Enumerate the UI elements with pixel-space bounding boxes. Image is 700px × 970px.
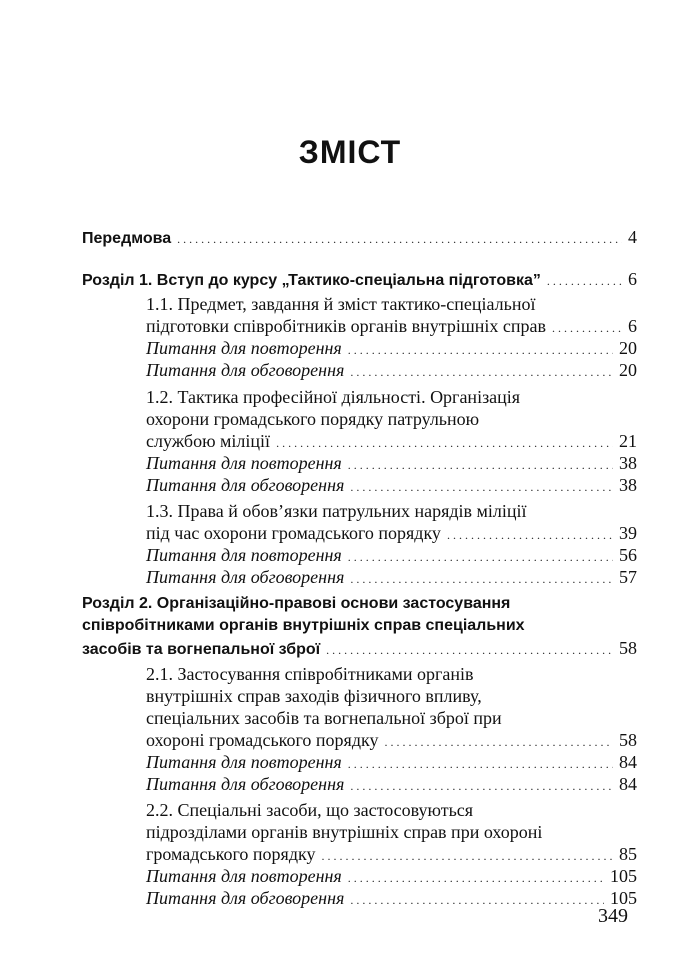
toc-entry-1-2-review[interactable] (146, 452, 637, 476)
leader-dots (326, 637, 613, 661)
toc-entry-2-2-review[interactable] (146, 865, 637, 889)
toc-entry-2-2[interactable] (146, 843, 637, 867)
toc-page-number: 58 (619, 730, 637, 750)
toc-entry-label: службою міліції (146, 431, 271, 451)
leader-dots (350, 566, 613, 590)
leader-dots (348, 865, 604, 889)
toc-entry-2-1-review[interactable] (146, 751, 637, 775)
toc-entry-label: громадського порядку (146, 844, 316, 864)
toc-entry-label: підготовки співробітників органів внутрішніх справ (146, 316, 546, 336)
leader-dots (350, 474, 613, 498)
leader-dots (384, 729, 613, 753)
toc-entry-label: Питання для обговорення (146, 888, 345, 908)
toc-entry-2-1-line2: внутрішніх справ заходів фізичного впливу, (146, 686, 482, 706)
toc-entry-1-3-review[interactable] (146, 544, 637, 568)
toc-entry-1-1-review[interactable] (146, 337, 637, 361)
leader-dots (447, 522, 613, 546)
leader-dots (348, 452, 613, 476)
toc-entry-label: Питання для обговорення (146, 774, 345, 794)
toc-page-number: 6 (628, 316, 637, 336)
toc-entry-2-2-line2: підрозділами органів внутрішніх справ при охороні (146, 822, 543, 842)
toc-entry-label: Питання для обговорення (146, 567, 345, 587)
toc-entry-2-2-discussion[interactable] (146, 887, 637, 911)
leader-dots (350, 359, 613, 383)
page-title: ЗМІСТ (298, 134, 402, 170)
toc-section-2-heading-line2: співробітниками органів внутрішніх справ спеціальних (82, 617, 525, 634)
leader-dots (547, 268, 622, 292)
toc-entry-label: Передмова (82, 230, 172, 247)
toc-entry-1-2-line2: охорони громадського порядку патрульною (146, 409, 480, 429)
toc-entry-1-1[interactable] (146, 315, 637, 339)
toc-page-number: 85 (619, 844, 637, 864)
toc-section-2-heading[interactable] (82, 637, 637, 661)
toc-page-number: 56 (619, 545, 637, 565)
leader-dots (348, 751, 613, 775)
toc-entry-1-3-line1: 1.3. Права й обов’язки патрульних нарядів міліції (146, 501, 527, 521)
toc-page-number: 58 (619, 638, 637, 658)
toc-page-number: 38 (619, 453, 637, 473)
toc-entry-2-1-line1: 2.1. Застосування співробітниками органів (146, 664, 474, 684)
leader-dots (276, 430, 613, 454)
toc-entry-2-1-discussion[interactable] (146, 773, 637, 797)
leader-dots (321, 843, 613, 867)
toc-section-2-heading-line1: Розділ 2. Організаційно-правові основи застосування (82, 595, 511, 612)
toc-entry-1-3-discussion[interactable] (146, 566, 637, 590)
toc-entry-2-1[interactable] (146, 729, 637, 753)
leader-dots (552, 315, 622, 339)
leader-dots (348, 337, 613, 361)
toc-page-number: 20 (619, 360, 637, 380)
toc-entry-label: Питання для повторення (146, 752, 342, 772)
toc-page-number: 4 (628, 227, 637, 247)
toc-entry-2-2-line1: 2.2. Спеціальні засоби, що застосовуються (146, 800, 474, 820)
toc-entry-label: Питання для повторення (146, 453, 342, 473)
toc-page-number: 20 (619, 338, 637, 358)
toc-entry-1-3[interactable] (146, 522, 637, 546)
toc-entry-2-1-line3: спеціальних засобів та вогнепальної зброї при (146, 708, 502, 728)
toc-entry-label: Питання для повторення (146, 338, 342, 358)
toc-entry-label: під час охорони громадського порядку (146, 523, 441, 543)
toc-entry-1-2-discussion[interactable] (146, 474, 637, 498)
toc-page-number: 39 (619, 523, 637, 543)
toc-page-number: 105 (610, 888, 637, 908)
leader-dots (348, 544, 613, 568)
leader-dots (350, 887, 604, 911)
toc-entry-label: охороні громадського порядку (146, 730, 379, 750)
leader-dots (177, 226, 622, 250)
toc-page-number: 21 (619, 431, 637, 451)
toc-section-1-heading[interactable] (82, 268, 637, 292)
leader-dots (350, 773, 613, 797)
toc-entry-label: Питання для повторення (146, 545, 342, 565)
page-number: 349 (598, 905, 628, 927)
toc-entry-label: Питання для обговорення (146, 360, 345, 380)
toc-entry-1-2[interactable] (146, 430, 637, 454)
toc-entry-label: засобів та вогнепальної зброї (82, 641, 321, 658)
toc-page-number: 84 (619, 774, 637, 794)
toc-page-number: 6 (628, 269, 637, 289)
toc-entry-foreword[interactable] (82, 226, 637, 250)
toc-entry-label: Питання для обговорення (146, 475, 345, 495)
toc-entry-label: Розділ 1. Вступ до курсу „Тактико-спеціальна підготовка” (82, 272, 541, 289)
toc-entry-1-2-line1: 1.2. Тактика професійної діяльності. Організація (146, 387, 521, 407)
toc-entry-1-1-line1: 1.1. Предмет, завдання й зміст тактико-спеціальної (146, 294, 536, 314)
toc-entry-1-1-discussion[interactable] (146, 359, 637, 383)
toc-page-number: 57 (619, 567, 637, 587)
toc-entry-label: Питання для повторення (146, 866, 342, 886)
toc-page-number: 84 (619, 752, 637, 772)
toc-page-number: 105 (610, 866, 637, 886)
toc-page-number: 38 (619, 475, 637, 495)
